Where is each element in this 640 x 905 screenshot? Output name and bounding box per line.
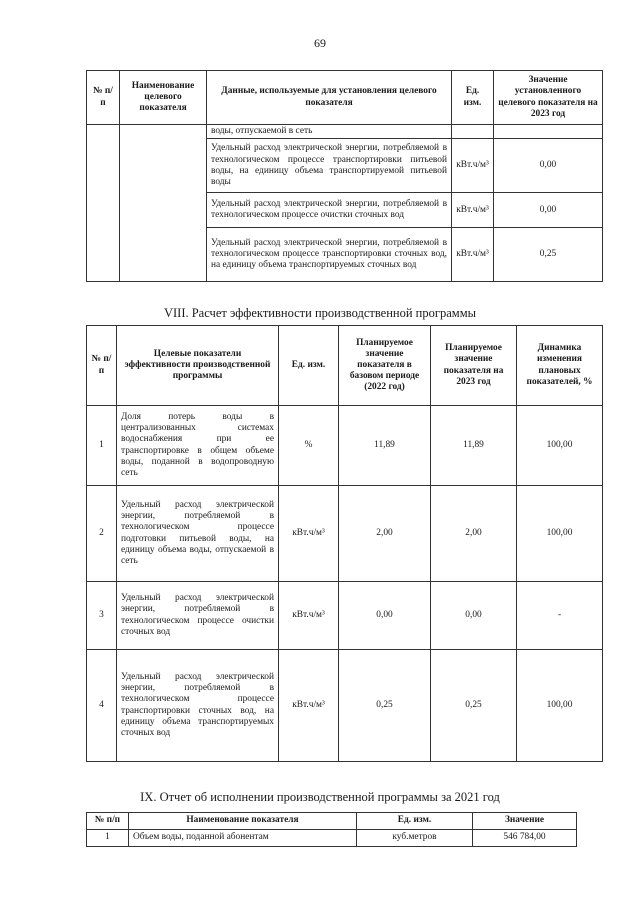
unit-cell: кВт.ч/м³ (452, 228, 494, 282)
empty-cell (87, 125, 120, 282)
table-row (87, 830, 577, 847)
col-header: Значение (473, 813, 577, 830)
unit-cell: кВт.ч/м³ (279, 582, 339, 650)
dynamics-value: 100,00 (517, 486, 603, 582)
value-cell: 546 784,00 (473, 830, 577, 847)
indicator-name: Удельный расход электрической энергии, потребляемой в технологическом процессе очистки сточных вод (117, 582, 279, 650)
col-header: Ед. изм. (279, 326, 339, 406)
value-cell: 0,25 (494, 228, 603, 282)
dynamics-value: 100,00 (517, 406, 603, 486)
row-number: 3 (87, 582, 117, 650)
col-header: № п/п (87, 813, 129, 830)
efficiency-table (86, 325, 603, 762)
indicator-name: Доля потерь воды в централизованных системах водоснабжения при ее транспортировке в общем объеме воды, поданной в водопроводную сеть (117, 406, 279, 486)
unit-cell: кВт.ч/м³ (279, 650, 339, 762)
unit-cell: % (279, 406, 339, 486)
table-row (87, 486, 603, 582)
col-header: Планируемое значение показателя на 2023 год (431, 326, 517, 406)
col-header: Целевые показатели эффективности производственной программы (117, 326, 279, 406)
table-row (87, 582, 603, 650)
table-header-row (87, 71, 603, 125)
report-table (86, 812, 577, 847)
table-header-row (87, 813, 577, 830)
row-number: 1 (87, 406, 117, 486)
data-cell: Удельный расход электрической энергии, потребляемой в технологическом процессе транспортировки сточных вод, на единицу объема транспортируемых сточных вод (207, 228, 452, 282)
target-indicators-table (86, 70, 603, 282)
empty-cell (120, 125, 207, 282)
indicator-name: Удельный расход электрической энергии, потребляемой в технологическом процессе подготовки питьевой воды, на единицу объема воды, отпускаемой в сеть (117, 486, 279, 582)
col-header: Планируемое значение показателя в базовом периоде (2022 год) (339, 326, 431, 406)
data-cell: Удельный расход электрической энергии, потребляемой в технологическом процессе транспортировки питьевой воды, на единицу объема транспортируемой питьевой воды (207, 139, 452, 193)
empty-cell (452, 125, 494, 139)
plan-value: 2,00 (431, 486, 517, 582)
col-header: Значение установленного целевого показателя на 2023 год (494, 71, 603, 125)
table-row (87, 406, 603, 486)
section-8-title: VIII. Расчет эффективности производственной программы (163, 306, 477, 320)
table-header-row (87, 326, 603, 406)
value-cell: 0,00 (494, 139, 603, 193)
unit-cell: куб.метров (357, 830, 473, 847)
unit-cell: кВт.ч/м³ (452, 193, 494, 228)
col-header: № п/п (87, 71, 120, 125)
plan-value: 11,89 (431, 406, 517, 486)
col-header: Данные, используемые для установления целевого показателя (207, 71, 452, 125)
plan-value: 0,00 (431, 582, 517, 650)
col-header: Наименование целевого показателя (120, 71, 207, 125)
row-number: 1 (87, 830, 129, 847)
section-9-title: IX. Отчет об исполнении производственной программы за 2021 год (140, 790, 500, 804)
table-row (87, 125, 603, 139)
col-header: Наименование показателя (129, 813, 357, 830)
base-value: 2,00 (339, 486, 431, 582)
dynamics-value: - (517, 582, 603, 650)
col-header: № п/п (87, 326, 117, 406)
row-number: 4 (87, 650, 117, 762)
unit-cell: кВт.ч/м³ (279, 486, 339, 582)
base-value: 0,00 (339, 582, 431, 650)
col-header: Ед. изм. (357, 813, 473, 830)
col-header: Ед. изм. (452, 71, 494, 125)
base-value: 0,25 (339, 650, 431, 762)
indicator-name: Удельный расход электрической энергии, потребляемой в технологическом процессе транспортировки сточных вод, на единицу объема транспортируемых сточных вод (117, 650, 279, 762)
row-number: 2 (87, 486, 117, 582)
data-cell: воды, отпускаемой в сеть (207, 125, 452, 139)
base-value: 11,89 (339, 406, 431, 486)
dynamics-value: 100,00 (517, 650, 603, 762)
plan-value: 0,25 (431, 650, 517, 762)
col-header: Динамика изменения плановых показателей, % (517, 326, 603, 406)
empty-cell (494, 125, 603, 139)
indicator-name: Объем воды, поданной абонентам (129, 830, 357, 847)
page-number: 69 (314, 36, 326, 50)
table-row (87, 650, 603, 762)
data-cell: Удельный расход электрической энергии, потребляемой в технологическом процессе очистки сточных вод (207, 193, 452, 228)
value-cell: 0,00 (494, 193, 603, 228)
unit-cell: кВт.ч/м³ (452, 139, 494, 193)
